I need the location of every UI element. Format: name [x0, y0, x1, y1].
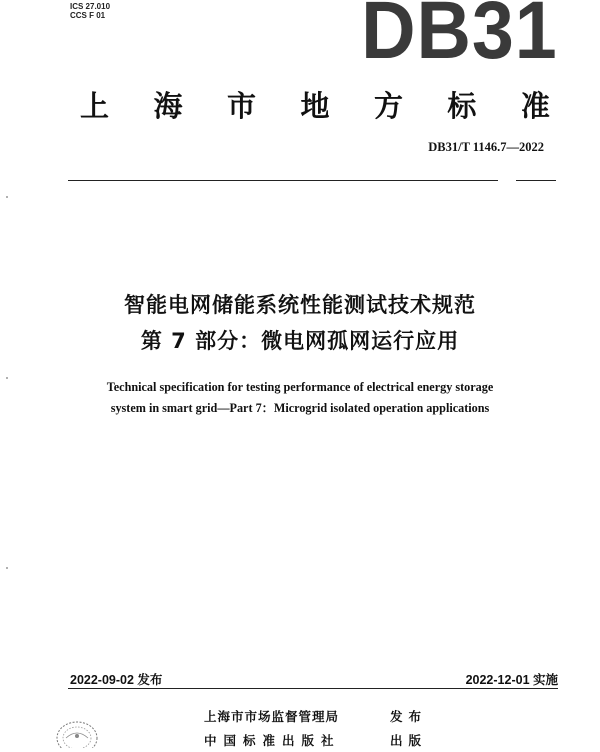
issuer-name: 上海市市场监督管理局 — [204, 709, 340, 724]
ccs-code: CCS F 01 — [70, 11, 106, 20]
title-cn-line2: 第 7 部分：微电网孤网运行应用 — [140, 329, 460, 353]
publisher-name: 中国标准出版社 — [204, 733, 341, 748]
ics-code: ICS 27.010 — [70, 2, 111, 11]
top-divider-gap — [498, 178, 516, 183]
db-code-logo: DB31 — [361, 0, 558, 76]
publisher-verb: 出版 — [390, 733, 428, 748]
title-en-line2: system in smart grid—Part 7：Microgrid isolated operation applications — [110, 401, 490, 415]
standard-type-heading — [80, 84, 550, 125]
issuer-verb: 发布 — [390, 709, 428, 724]
classification-codes — [70, 2, 110, 20]
heading-char: 地 — [300, 89, 330, 123]
heading-char: 标 — [447, 89, 477, 123]
scan-dot — [6, 196, 8, 198]
title-en-line1: Technical specification for testing performance of electrical energy storage — [106, 380, 494, 394]
top-divider — [68, 180, 556, 181]
scan-dot — [6, 377, 8, 379]
publisher-seal-icon — [54, 708, 100, 748]
heading-char: 准 — [520, 89, 550, 123]
effective-date: 2022-12-01 实施 — [465, 673, 558, 687]
bottom-divider — [68, 688, 558, 689]
heading-char: 上 — [80, 89, 110, 123]
scan-dot — [6, 567, 8, 569]
heading-char: 方 — [373, 89, 403, 123]
standard-number: DB31/T 1146.7—2022 — [428, 140, 544, 154]
publish-date: 2022-09-02 发布 — [70, 673, 163, 687]
title-cn-line1: 智能电网储能系统性能测试技术规范 — [124, 293, 476, 317]
heading-char: 海 — [153, 89, 183, 123]
heading-char: 市 — [226, 89, 256, 123]
